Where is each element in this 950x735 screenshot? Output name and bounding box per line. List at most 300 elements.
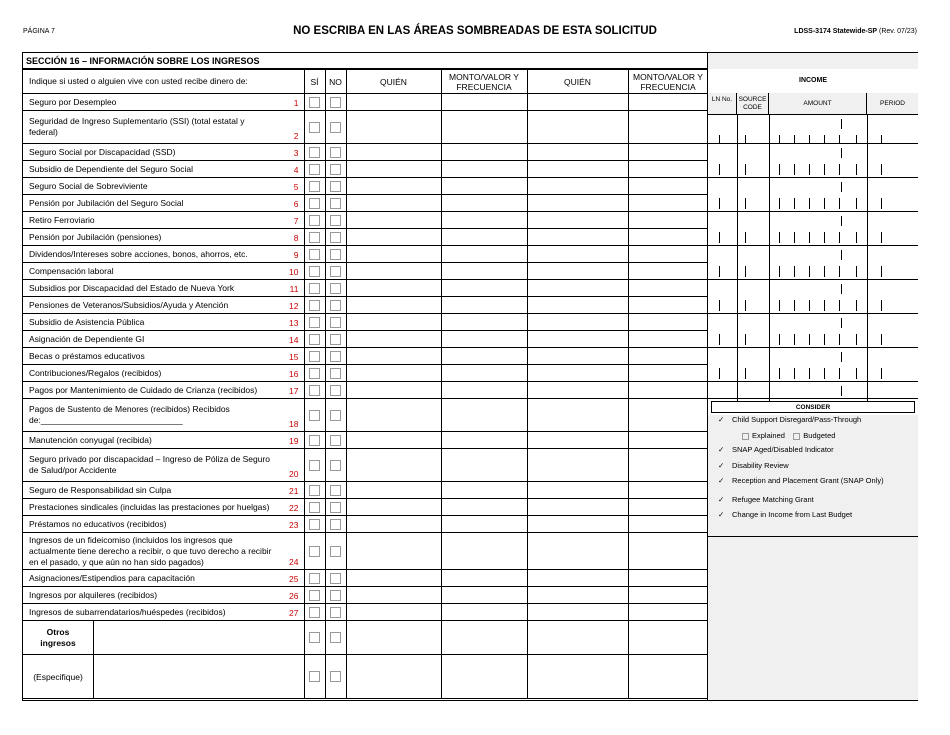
row-number: 10: [289, 267, 299, 277]
monto-field[interactable]: [628, 229, 708, 246]
income-bottom-rule: [708, 398, 918, 399]
quien-field[interactable]: [346, 297, 441, 314]
decimal-marker: [841, 284, 842, 294]
no-checkbox[interactable]: [330, 334, 341, 345]
decimal-marker: [841, 119, 842, 129]
monto-field[interactable]: [441, 499, 527, 516]
quien-field[interactable]: [346, 161, 441, 178]
band-divider: [769, 178, 770, 212]
income-entry-band[interactable]: [708, 313, 918, 347]
income-source-label: Becas o préstamos educativos: [29, 350, 145, 361]
monto-field[interactable]: [441, 449, 527, 482]
income-row: [23, 178, 708, 195]
si-checkbox[interactable]: [309, 97, 320, 108]
income-source-label: Dividendos/Intereses sobre acciones, bonos, ahorros, etc.: [29, 248, 248, 259]
monto-field[interactable]: [628, 178, 708, 195]
si-checkbox[interactable]: [309, 317, 320, 328]
band-divider: [769, 280, 770, 314]
quien-field[interactable]: [346, 621, 441, 655]
si-checkbox[interactable]: [309, 485, 320, 496]
quien-field[interactable]: [527, 229, 628, 246]
monto-field[interactable]: [628, 94, 708, 111]
si-checkbox[interactable]: [309, 283, 320, 294]
quien-field[interactable]: [527, 399, 628, 432]
quien-field[interactable]: [527, 365, 628, 382]
monto-field[interactable]: [628, 432, 708, 449]
row-number: 19: [289, 436, 299, 446]
row-number: 22: [289, 503, 299, 513]
consider-item[interactable]: [718, 510, 852, 519]
row-number: 24: [289, 557, 299, 567]
quien-field[interactable]: [346, 365, 441, 382]
quien-field[interactable]: [346, 280, 441, 297]
income-source-label: Pagos por Mantenimiento de Cuidado de Crianza (recibidos): [29, 384, 258, 395]
monto-field[interactable]: [441, 195, 527, 212]
no-checkbox[interactable]: [330, 122, 341, 133]
band-divider: [769, 246, 770, 280]
quien-field[interactable]: [346, 331, 441, 348]
monto-field[interactable]: [628, 314, 708, 331]
income-row: [23, 499, 708, 516]
monto-field[interactable]: [628, 246, 708, 263]
digit-tick: [779, 368, 780, 379]
row-number: 16: [289, 369, 299, 379]
digit-tick: [881, 232, 882, 243]
quien-field[interactable]: [527, 621, 628, 655]
si-checkbox[interactable]: [309, 232, 320, 243]
si-checkbox[interactable]: [309, 215, 320, 226]
col-no: NO: [329, 76, 342, 87]
monto-field[interactable]: [628, 161, 708, 178]
income-entry-band[interactable]: [708, 177, 918, 211]
income-row: [23, 570, 708, 587]
band-divider: [769, 144, 770, 178]
quien-field[interactable]: [527, 516, 628, 533]
digit-tick: [856, 232, 857, 243]
si-checkbox[interactable]: [309, 410, 320, 421]
no-checkbox[interactable]: [330, 485, 341, 496]
monto-field[interactable]: [628, 621, 708, 655]
digit-tick: [856, 198, 857, 209]
digit-tick: [809, 334, 810, 345]
col-si: SÍ: [310, 76, 319, 87]
digit-tick: [881, 164, 882, 175]
consider-header: CONSIDER: [711, 401, 915, 413]
income-entry-band[interactable]: [708, 143, 918, 177]
monto-field[interactable]: [628, 516, 708, 533]
monto-field[interactable]: [441, 111, 527, 144]
no-checkbox[interactable]: [330, 632, 341, 643]
quien-field[interactable]: [346, 382, 441, 399]
quien-field[interactable]: [346, 94, 441, 111]
quien-field[interactable]: [527, 246, 628, 263]
digit-tick: [839, 232, 840, 243]
quien-field[interactable]: [527, 94, 628, 111]
income-row: [23, 533, 708, 570]
monto-field[interactable]: [628, 212, 708, 229]
monto-field[interactable]: [441, 246, 527, 263]
si-checkbox[interactable]: [309, 632, 320, 643]
quien-field[interactable]: [346, 432, 441, 449]
si-checkbox[interactable]: [309, 198, 320, 209]
digit-tick: [794, 198, 795, 209]
check-icon: ✓: [718, 495, 725, 504]
monto-field[interactable]: [628, 195, 708, 212]
si-checkbox[interactable]: [309, 368, 320, 379]
quien-field[interactable]: [527, 144, 628, 161]
monto-field[interactable]: [441, 482, 527, 499]
monto-field[interactable]: [441, 331, 527, 348]
quien-field[interactable]: [527, 655, 628, 699]
income-row: [23, 212, 708, 229]
consider-item[interactable]: [718, 476, 884, 485]
quien-field[interactable]: [346, 499, 441, 516]
digit-tick: [809, 164, 810, 175]
monto-field[interactable]: [441, 604, 527, 621]
si-checkbox[interactable]: [309, 147, 320, 158]
income-office-panel: [707, 53, 918, 700]
monto-field[interactable]: [441, 263, 527, 280]
quien-field[interactable]: [346, 263, 441, 280]
monto-field[interactable]: [441, 348, 527, 365]
monto-field[interactable]: [441, 621, 527, 655]
quien-field[interactable]: [346, 246, 441, 263]
no-checkbox[interactable]: [330, 232, 341, 243]
digit-tick: [809, 300, 810, 311]
consider-item-label: Child Support Disregard/Pass-Through: [732, 415, 862, 424]
monto-field[interactable]: [628, 482, 708, 499]
digit-tick: [779, 334, 780, 345]
band-divider: [737, 382, 738, 402]
income-row: [23, 604, 708, 621]
quien-field[interactable]: [346, 195, 441, 212]
income-row: [23, 195, 708, 212]
no-checkbox[interactable]: [330, 147, 341, 158]
col-quien-2: QUIÉN: [564, 76, 591, 87]
si-checkbox[interactable]: [309, 385, 320, 396]
monto-field[interactable]: [628, 331, 708, 348]
si-checkbox[interactable]: [309, 266, 320, 277]
digit-tick: [719, 300, 720, 311]
explained-checkbox[interactable]: [742, 433, 749, 440]
monto-field[interactable]: [441, 655, 527, 699]
monto-field[interactable]: [441, 144, 527, 161]
monto-field[interactable]: [441, 178, 527, 195]
no-checkbox[interactable]: [330, 368, 341, 379]
monto-field[interactable]: [441, 533, 527, 570]
si-checkbox[interactable]: [309, 249, 320, 260]
monto-field[interactable]: [628, 144, 708, 161]
income-row: [23, 382, 708, 399]
quien-field[interactable]: [527, 178, 628, 195]
row-number: 18: [289, 419, 299, 429]
no-checkbox[interactable]: [330, 519, 341, 530]
si-checkbox[interactable]: [309, 671, 320, 682]
band-divider: [867, 144, 868, 178]
quien-field[interactable]: [346, 516, 441, 533]
source-code-header: SOURCE CODE: [737, 93, 769, 114]
si-checkbox[interactable]: [309, 351, 320, 362]
band-divider: [769, 314, 770, 348]
quien-field[interactable]: [527, 195, 628, 212]
si-checkbox[interactable]: [309, 300, 320, 311]
consider-item[interactable]: [718, 445, 834, 454]
check-icon: ✓: [718, 510, 725, 519]
quien-field[interactable]: [527, 382, 628, 399]
row-number: 13: [289, 318, 299, 328]
quien-field[interactable]: [527, 432, 628, 449]
income-source-label: Contribuciones/Regalos (recibidos): [29, 367, 162, 378]
quien-field[interactable]: [346, 178, 441, 195]
consider-item[interactable]: [718, 415, 861, 424]
monto-field[interactable]: [628, 604, 708, 621]
monto-field[interactable]: [628, 382, 708, 399]
income-entry-band[interactable]: [708, 211, 918, 245]
check-icon: ✓: [718, 476, 725, 485]
row-number: 14: [289, 335, 299, 345]
quien-field[interactable]: [346, 314, 441, 331]
no-checkbox[interactable]: [330, 410, 341, 421]
row-number: 11: [289, 284, 299, 294]
income-source-label: Retiro Ferroviario: [29, 214, 95, 225]
page-number: PÁGINA 7: [23, 28, 55, 35]
monto-field[interactable]: [628, 111, 708, 144]
digit-tick: [839, 164, 840, 175]
monto-field[interactable]: [441, 432, 527, 449]
income-source-label: Pensión por Jubilación (pensiones): [29, 231, 162, 242]
quien-field[interactable]: [346, 533, 441, 570]
budgeted-checkbox[interactable]: [793, 433, 800, 440]
quien-field[interactable]: [527, 533, 628, 570]
band-divider: [867, 348, 868, 382]
digit-tick: [881, 198, 882, 209]
si-checkbox[interactable]: [309, 502, 320, 513]
quien-field[interactable]: [527, 499, 628, 516]
digit-tick: [794, 232, 795, 243]
monto-field[interactable]: [628, 365, 708, 382]
decimal-marker: [841, 352, 842, 362]
row-number: 4: [293, 165, 299, 175]
band-divider: [769, 212, 770, 246]
decimal-marker: [841, 386, 842, 396]
quien-field[interactable]: [346, 111, 441, 144]
no-checkbox[interactable]: [330, 546, 341, 557]
digit-tick: [719, 232, 720, 243]
si-checkbox[interactable]: [309, 590, 320, 601]
quien-field[interactable]: [527, 314, 628, 331]
quien-field[interactable]: [346, 399, 441, 432]
si-checkbox[interactable]: [309, 573, 320, 584]
no-checkbox[interactable]: [330, 317, 341, 328]
no-checkbox[interactable]: [330, 351, 341, 362]
monto-field[interactable]: [441, 570, 527, 587]
no-checkbox[interactable]: [330, 97, 341, 108]
digit-tick: [809, 198, 810, 209]
no-checkbox[interactable]: [330, 502, 341, 513]
income-row: [23, 331, 708, 348]
income-entry-band[interactable]: [708, 279, 918, 313]
row-number: 1: [293, 98, 299, 108]
monto-field[interactable]: [441, 587, 527, 604]
digit-tick: [824, 334, 825, 345]
no-checkbox[interactable]: [330, 435, 341, 446]
si-checkbox[interactable]: [309, 607, 320, 618]
digit-tick: [719, 368, 720, 379]
no-checkbox[interactable]: [330, 573, 341, 584]
si-checkbox[interactable]: [309, 334, 320, 345]
monto-field[interactable]: [441, 382, 527, 399]
income-entry-band[interactable]: [708, 245, 918, 279]
quien-field[interactable]: [346, 482, 441, 499]
monto-field[interactable]: [628, 263, 708, 280]
quien-field[interactable]: [346, 449, 441, 482]
no-checkbox[interactable]: [330, 249, 341, 260]
consider-item[interactable]: [718, 461, 789, 470]
quien-field[interactable]: [527, 263, 628, 280]
quien-field[interactable]: [527, 449, 628, 482]
digit-tick: [839, 266, 840, 277]
no-checkbox[interactable]: [330, 460, 341, 471]
income-source-label: Compensación laboral: [29, 265, 114, 276]
si-checkbox[interactable]: [309, 546, 320, 557]
monto-field[interactable]: [628, 570, 708, 587]
income-row: [23, 297, 708, 314]
digit-tick: [839, 368, 840, 379]
quien-field[interactable]: [346, 604, 441, 621]
band-divider: [867, 178, 868, 212]
no-checkbox[interactable]: [330, 607, 341, 618]
income-source-label: Manutención conyugal (recibida): [29, 434, 152, 445]
monto-field[interactable]: [628, 655, 708, 699]
income-source-label: Pensión por Jubilación del Seguro Social: [29, 197, 184, 208]
si-checkbox[interactable]: [309, 181, 320, 192]
monto-field[interactable]: [628, 399, 708, 432]
explained-budgeted: [742, 431, 835, 440]
quien-field[interactable]: [527, 570, 628, 587]
otros-input[interactable]: [94, 655, 304, 698]
otros-row: [23, 621, 708, 655]
monto-field[interactable]: [441, 399, 527, 432]
monto-field[interactable]: [628, 499, 708, 516]
no-checkbox[interactable]: [330, 181, 341, 192]
otros-input[interactable]: [94, 621, 304, 654]
row-number: 12: [289, 301, 299, 311]
si-checkbox[interactable]: [309, 460, 320, 471]
monto-field[interactable]: [628, 297, 708, 314]
income-source-label: Seguro por Desempleo: [29, 96, 117, 107]
si-checkbox[interactable]: [309, 164, 320, 175]
si-checkbox[interactable]: [309, 435, 320, 446]
band-divider: [737, 348, 738, 382]
monto-field[interactable]: [441, 297, 527, 314]
income-entry-band[interactable]: [708, 347, 918, 381]
band-divider: [737, 314, 738, 348]
quien-field[interactable]: [527, 297, 628, 314]
quien-field[interactable]: [527, 482, 628, 499]
quien-field[interactable]: [527, 604, 628, 621]
no-checkbox[interactable]: [330, 215, 341, 226]
no-checkbox[interactable]: [330, 283, 341, 294]
row-number: 20: [289, 469, 299, 479]
monto-field[interactable]: [441, 516, 527, 533]
digit-tick: [745, 198, 746, 209]
quien-field[interactable]: [527, 212, 628, 229]
quien-field[interactable]: [346, 655, 441, 699]
digit-tick: [824, 164, 825, 175]
income-source-label: Seguro privado por discapacidad – Ingreso de Póliza de Seguro de Salud/por Accidente: [29, 454, 270, 475]
monto-field[interactable]: [628, 280, 708, 297]
form-revision: (Rev. 07/23): [879, 28, 917, 35]
quien-field[interactable]: [527, 348, 628, 365]
digit-tick: [779, 266, 780, 277]
income-row: [23, 144, 708, 161]
monto-field[interactable]: [441, 280, 527, 297]
si-checkbox[interactable]: [309, 122, 320, 133]
band-divider: [737, 280, 738, 314]
digit-tick: [824, 232, 825, 243]
band-divider: [737, 178, 738, 212]
quien-field[interactable]: [346, 348, 441, 365]
si-checkbox[interactable]: [309, 519, 320, 530]
monto-field[interactable]: [441, 212, 527, 229]
quien-field[interactable]: [346, 570, 441, 587]
quien-field[interactable]: [527, 331, 628, 348]
row-number: 25: [289, 574, 299, 584]
income-source-label: Pensiones de Veteranos/Subsidios/Ayuda y Atención: [29, 299, 229, 310]
monto-field[interactable]: [441, 94, 527, 111]
digit-tick: [719, 266, 720, 277]
income-source-label: Seguro de Responsabilidad sin Culpa: [29, 484, 172, 495]
monto-field[interactable]: [441, 229, 527, 246]
col-monto-1: MONTO/VALOR Y FRECUENCIA: [449, 71, 519, 92]
consider-item-label: Refugee Matching Grant: [732, 495, 814, 504]
no-checkbox[interactable]: [330, 164, 341, 175]
income-form: [22, 52, 918, 701]
consider-item[interactable]: [718, 495, 814, 504]
no-checkbox[interactable]: [330, 198, 341, 209]
digit-tick: [719, 164, 720, 175]
quien-field[interactable]: [346, 229, 441, 246]
quien-field[interactable]: [527, 111, 628, 144]
income-row: [23, 263, 708, 280]
income-source-label: Subsidios por Discapacidad del Estado de Nueva York: [29, 282, 235, 293]
office-top-band: [708, 53, 918, 70]
no-checkbox[interactable]: [330, 300, 341, 311]
monto-field[interactable]: [441, 365, 527, 382]
monto-field[interactable]: [628, 533, 708, 570]
digit-tick: [824, 300, 825, 311]
monto-field[interactable]: [441, 161, 527, 178]
digit-tick: [719, 198, 720, 209]
quien-field[interactable]: [527, 161, 628, 178]
no-checkbox[interactable]: [330, 266, 341, 277]
no-checkbox[interactable]: [330, 590, 341, 601]
quien-field[interactable]: [527, 587, 628, 604]
quien-field[interactable]: [346, 144, 441, 161]
monto-field[interactable]: [441, 314, 527, 331]
quien-field[interactable]: [346, 587, 441, 604]
digit-tick: [745, 334, 746, 345]
monto-field[interactable]: [628, 587, 708, 604]
no-checkbox[interactable]: [330, 671, 341, 682]
no-checkbox[interactable]: [330, 385, 341, 396]
income-row: [23, 111, 708, 144]
quien-field[interactable]: [527, 280, 628, 297]
quien-field[interactable]: [346, 212, 441, 229]
monto-field[interactable]: [628, 449, 708, 482]
monto-field[interactable]: [628, 348, 708, 365]
income-source-label: Seguro Social por Discapacidad (SSD): [29, 146, 176, 157]
